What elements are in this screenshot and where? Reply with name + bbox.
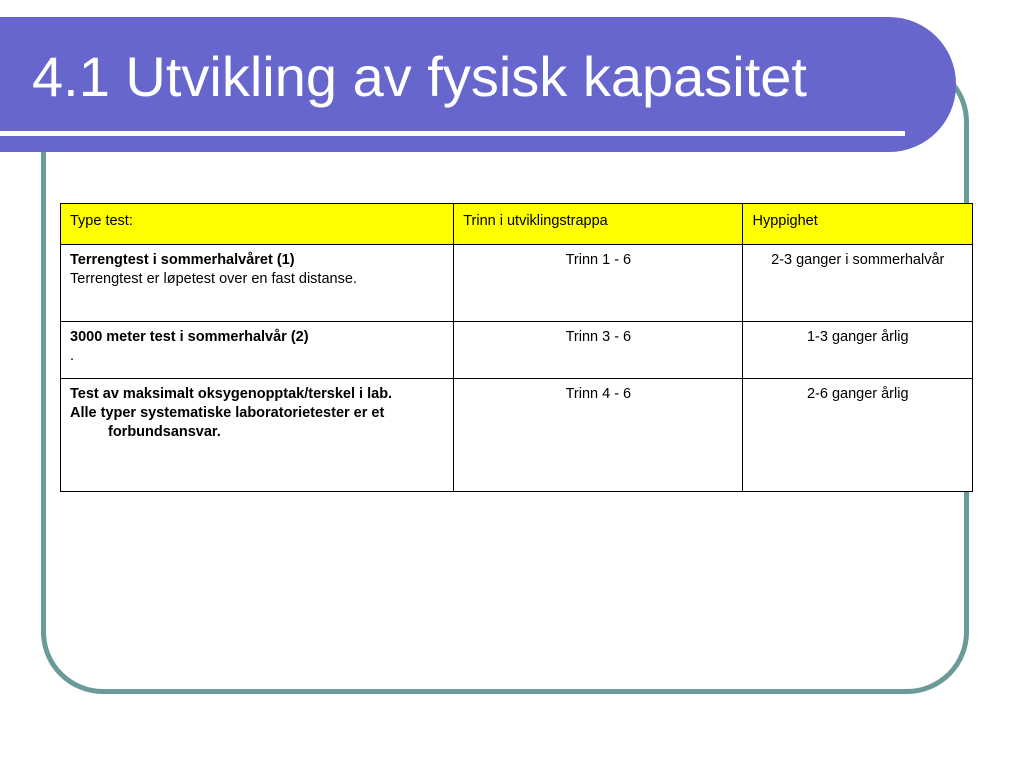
cell-trinn: Trinn 4 - 6 [454, 379, 743, 492]
header-trinn: Trinn i utviklingstrappa [454, 204, 743, 245]
test-description: Terrengtest er løpetest over en fast distanse. [70, 271, 357, 287]
cell-test [61, 245, 454, 322]
table-row [61, 379, 973, 492]
test-table [60, 203, 973, 492]
cell-test [61, 379, 454, 492]
cell-test [61, 322, 454, 379]
test-description: . [70, 348, 75, 364]
test-description: Alle typer systematiske laboratorietester er et forbundsansvar. [70, 405, 385, 440]
cell-hyppighet: 2-3 ganger i sommerhalvår [743, 245, 973, 322]
slide-title: 4.1 Utvikling av fysisk kapasitet [32, 45, 807, 108]
test-title: 3000 meter test i sommerhalvår (2) [70, 329, 309, 345]
table-row [61, 322, 973, 379]
cell-trinn: Trinn 1 - 6 [454, 245, 743, 322]
table-header-row [61, 204, 973, 245]
header-hyppighet: Hyppighet [743, 204, 973, 245]
cell-trinn: Trinn 3 - 6 [454, 322, 743, 379]
test-title: Test av maksimalt oksygenopptak/terskel i lab. [70, 386, 393, 402]
test-title: Terrengtest i sommerhalvåret (1) [70, 252, 295, 268]
cell-hyppighet: 2-6 ganger årlig [743, 379, 973, 492]
cell-hyppighet: 1-3 ganger årlig [743, 322, 973, 379]
header-type-test: Type test: [61, 204, 454, 245]
table-row [61, 245, 973, 322]
title-underline [0, 131, 905, 136]
